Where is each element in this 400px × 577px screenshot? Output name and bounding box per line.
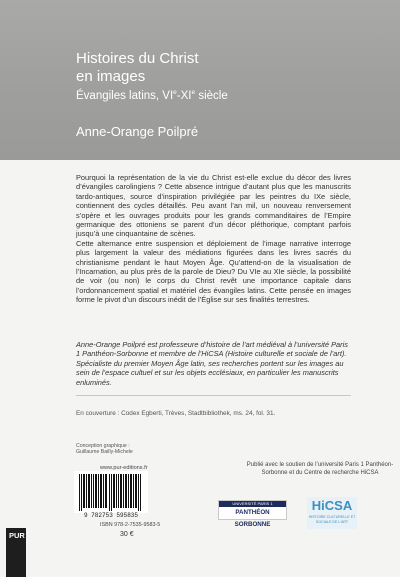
book-subtitle xyxy=(76,89,228,102)
book-title xyxy=(76,50,376,86)
subtitle-part-1: Évangiles latins, VI xyxy=(76,89,174,102)
barcode xyxy=(74,471,148,513)
ps-logo-band: UNIVERSITÉ PARIS 1 xyxy=(219,501,286,507)
subtitle-sup-2: e xyxy=(191,89,196,96)
pur-logo-text: PUR xyxy=(9,531,25,540)
subtitle-part-3: siècle xyxy=(195,89,228,102)
publisher-website: www.pur-editions.fr xyxy=(100,465,148,471)
author-bio: Anne-Orange Poilpré est professeure d’histoire de l’art médiéval à l’université Paris 1 Panthéon-Sorbonne et membre de l’HiCSA (Histoire culturelle et sociale de l’art). Spécialiste du premier Moyen Âge latin, ses recherches portent sur les images au sein de l’espace cultuel et sur les objets ecclésiaux, en particulier les manuscrits enluminés. xyxy=(76,340,348,387)
barcode-icon xyxy=(74,471,148,513)
hicsa-logo xyxy=(307,497,357,529)
title-line-2: en images xyxy=(76,68,146,85)
author-name: Anne-Orange Poilpré xyxy=(76,124,199,139)
title-line-1: Histoires du Christ xyxy=(76,50,199,67)
book-description xyxy=(76,173,351,305)
barcode-number: 9 782753 595835 xyxy=(83,512,138,519)
pantheon-sorbonne-logo xyxy=(218,500,287,528)
hicsa-logo-tagline: HISTOIRE CULTURELLE ET SOCIALE DE L’ART xyxy=(308,515,356,524)
pur-publisher-logo xyxy=(6,528,26,577)
description-paragraph-2: Cette alternance entre suspension et déploiement de l’image narrative interroge plus largement la valeur des médiations figurées dans les livres sacrés du christianisme pendant le haut Moyen Âge. Qu’attend-on de la visualisation de l’Incarnation, au plus près de la parole de Dieu? Du VIe au XIe siècle, la possibilité de voir (ou non) le corps du Christ revêt une importance capitale dans l’ordonnancement spatial et matériel des évangiles latins. Cette pensée en images forme le pivot d’un discours inédit de l’Église sur ses finalités terrestres. xyxy=(76,238,351,305)
divider xyxy=(76,395,351,396)
description-paragraph-1: Pourquoi la représentation de la vie du Christ est-elle exclue du décor des livres d’évangiles carolingiens ? Cette absence intrigue d’autant plus que les manuscrits tardo-antiques, source d’inspiration privilégiée par les peintres du IXe siècle, contiennent des cycles détaillés. Peu avant l’an mil, un nouveau renversement s’opère et les ouvrages produits pour les grands commanditaires de l’Empire germanique des ottoniens se parent d’un décor pléthorique, comptant parfois jusqu’à une cinquantaine de scènes. xyxy=(76,173,351,239)
price: 30 € xyxy=(120,531,134,538)
subtitle-sup-1: e xyxy=(173,89,177,96)
isbn: ISBN 978-2-7535-9583-5 xyxy=(100,522,161,528)
ps-logo-name: PANTHÉON SORBONNE xyxy=(234,509,271,528)
subtitle-part-2: -XI xyxy=(176,89,192,102)
support-statement: Publié avec le soutien de l’université Paris 1 Panthéon-Sorbonne et du Centre de recherche HiCSA xyxy=(246,462,394,476)
designer-name: Guillaume Bailly-Michele xyxy=(76,449,133,456)
cover-credit: En couverture : Codex Egberti, Trèves, Stadtbibliothek, ms. 24, fol. 31. xyxy=(76,410,276,417)
hicsa-logo-name: HiCSA xyxy=(311,498,353,513)
design-label: Conception graphique : xyxy=(76,443,130,449)
graphic-design-credit xyxy=(76,443,133,456)
